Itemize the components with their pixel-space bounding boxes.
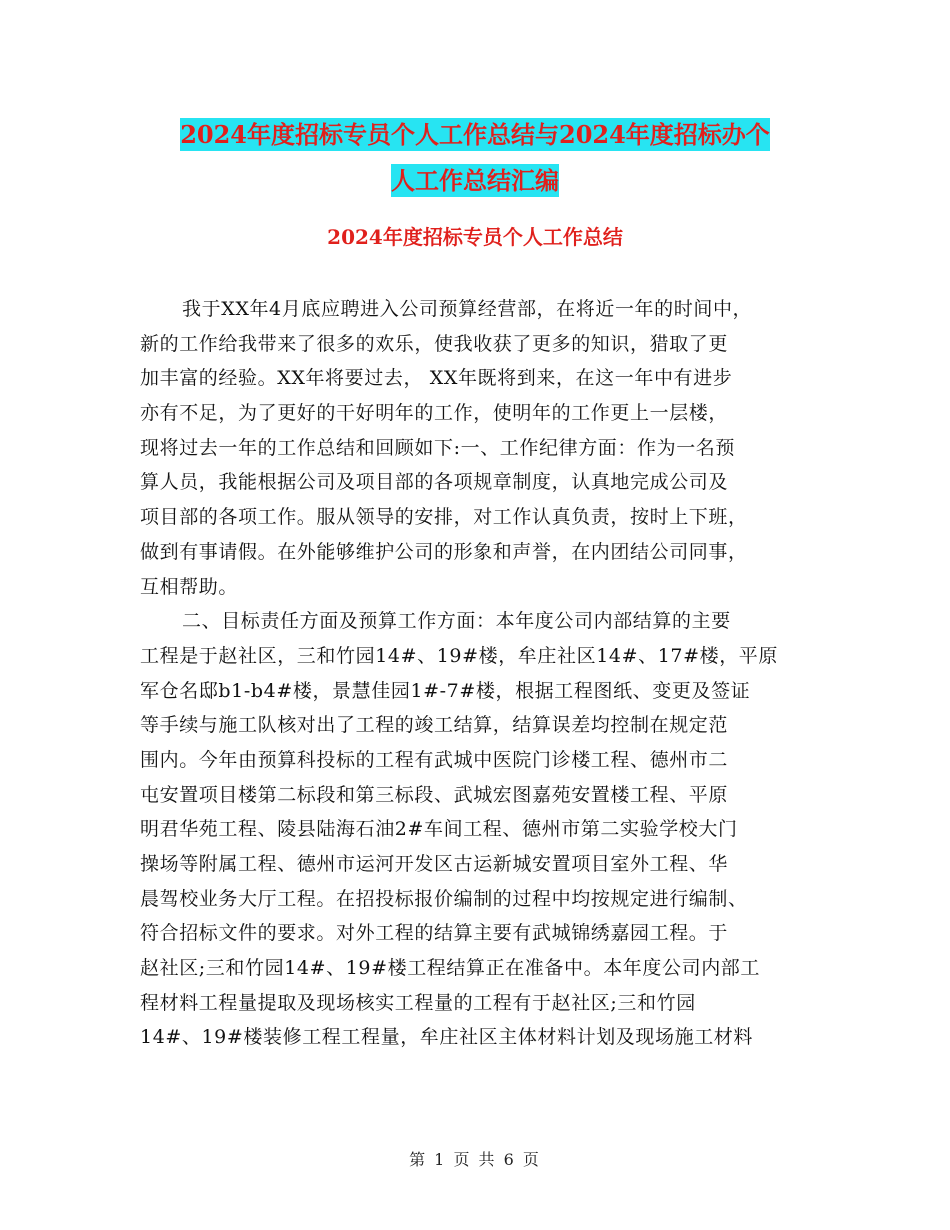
text-line: 现将过去一年的工作总结和回顾如下:一、工作纪律方面：作为一名预: [140, 436, 736, 459]
document-title-line-2: 人工作总结汇编: [391, 166, 559, 195]
text-line: 我于XX年4月底应聘进入公司预算经营部，在将近一年的时间中，: [182, 298, 753, 320]
text-line: 做到有事请假。在外能够维护公司的形象和声誉，在内团结公司同事，: [140, 540, 748, 563]
text-line: 晨驾校业务大厅工程。在招投标报价编制的过程中均按规定进行编制、: [140, 887, 748, 910]
text-line: 14#、19#楼装修工程工程量，牟庄社区主体材料计划及现场施工材料: [140, 1026, 753, 1049]
text-line: 赵社区;三和竹园14#、19#楼工程结算正在准备中。本年度公司内部工: [140, 957, 760, 980]
text-line: 工程是于赵社区，三和竹园14#、19#楼，牟庄社区14#、17#楼，平原: [140, 644, 778, 667]
text-line: 明君华苑工程、陵县陆海石油2#车间工程、德州市第二实验学校大门: [140, 818, 738, 841]
text-line: 军仓名邸b1-b4#楼，景慧佳园1#-7#楼，根据工程图纸、变更及签证: [140, 679, 751, 702]
text-line: 操场等附属工程、德州市运河开发区古运新城安置项目室外工程、华: [140, 853, 729, 875]
paragraph-2: [140, 604, 812, 1055]
text-line: 加丰富的经验。XX年将要过去， XX年既将到来，在这一年中有进步: [140, 367, 733, 390]
text-line: 符合招标文件的要求。对外工程的结算主要有武城锦绣嘉园工程。于: [140, 922, 729, 945]
text-line: 亦有不足，为了更好的干好明年的工作，使明年的工作更上一层楼，: [140, 402, 729, 425]
text-line: 等手续与施工队核对出了工程的竣工结算，结算误差均控制在规定范: [140, 714, 729, 737]
text-line: 项目部的各项工作。服从领导的安排，对工作认真负责，按时上下班，: [140, 506, 748, 529]
text-line: 算人员，我能根据公司及项目部的各项规章制度，认真地完成公司及: [140, 471, 729, 494]
text-line: 二、目标责任方面及预算工作方面：本年度公司内部结算的主要: [182, 610, 731, 633]
section-title: 2024年度招标专员个人工作总结: [327, 225, 623, 249]
text-line: 程材料工程量提取及现场核实工程量的工程有于赵社区;三和竹园: [140, 991, 696, 1014]
text-line: 新的工作给我带来了很多的欢乐，使我收获了更多的知识，猎取了更: [140, 332, 729, 355]
page-indicator: 第 1 页 共 6 页: [409, 1150, 541, 1169]
document-title: [140, 112, 810, 204]
document-title-line-1: 2024年度招标专员个人工作总结与2024年度招标办个: [180, 120, 770, 149]
paragraph-1: [140, 292, 812, 604]
document-body: [140, 292, 812, 1055]
page-footer: [0, 1150, 950, 1170]
text-line: 互相帮助。: [140, 575, 239, 598]
text-line: 屯安置项目楼第二标段和第三标段、武城宏图嘉苑安置楼工程、平原: [140, 783, 729, 806]
text-line: 围内。今年由预算科投标的工程有武城中医院门诊楼工程、德州市二: [140, 748, 729, 771]
